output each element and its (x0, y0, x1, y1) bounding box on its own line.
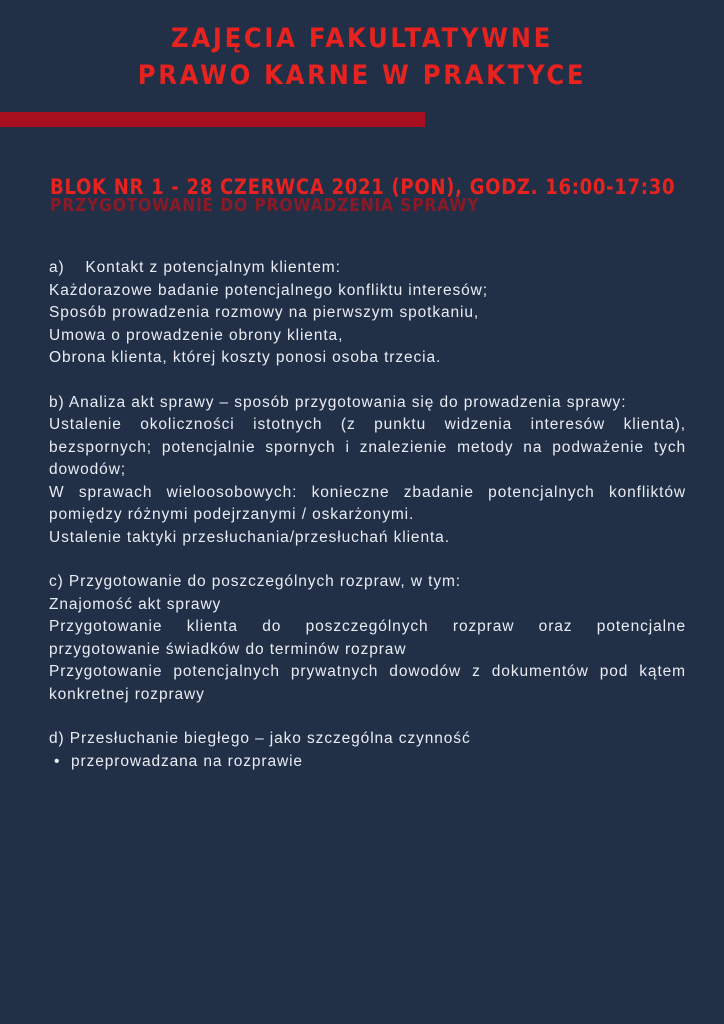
section-c-heading: c) Przygotowanie do poszczególnych rozpraw, w tym: (49, 573, 461, 590)
block-date-line: BLOK NR 1 - 28 CZERWCA 2021 (PON), GODZ. 16:00-17:30 (50, 175, 676, 199)
spacer (49, 706, 686, 728)
section-b-item: Ustalenie taktyki przesłuchania/przesłuchań klienta. (49, 528, 450, 546)
program-content (49, 257, 686, 773)
section-b-heading: b) Analiza akt sprawy – sposób przygotowania się do prowadzenia sprawy: (49, 393, 627, 411)
section-c-item: Przygotowanie potencjalnych prywatnych dowodów z dokumentów pod kątem konkretnej rozprawy (49, 663, 686, 703)
spacer (49, 370, 686, 392)
document-title (36, 20, 688, 94)
section-c (49, 571, 686, 706)
bullet-dot-icon: • (54, 752, 61, 770)
title-line-2: PRAWO KARNE W PRAKTYCE (137, 60, 587, 91)
section-a-heading: a) Kontakt z potencjalnym klientem: (49, 259, 341, 276)
decorative-red-bar (0, 112, 425, 127)
section-d (49, 728, 686, 773)
section-c-item: Znajomość akt sprawy (49, 595, 222, 613)
section-b (49, 392, 686, 550)
section-a-item: Umowa o prowadzenie obrony klienta, (49, 326, 344, 344)
bullet-text: przeprowadzana na rozprawie (71, 752, 303, 770)
title-line-1: ZAJĘCIA FAKULTATYWNE (171, 23, 553, 54)
bullet-item (49, 751, 686, 774)
section-a (49, 257, 686, 370)
block-heading (50, 174, 676, 216)
block-subheading: PRZYGOTOWANIE DO PROWADZENIA SPRAWY (50, 195, 480, 216)
section-a-item: Sposób prowadzenia rozmowy na pierwszym spotkaniu, (49, 304, 480, 321)
section-a-item: Każdorazowe badanie potencjalnego konfliktu interesów; (49, 281, 488, 299)
section-b-item: Ustalenie okoliczności istotnych (z punktu widzenia interesów klienta), bezspornych; potencjalnie spornych i znalezienie metody na podważenie tych dowodów; (49, 416, 686, 478)
spacer (49, 549, 686, 571)
section-c-item: Przygotowanie klienta do poszczególnych rozpraw oraz potencjalne przygotowanie świadków do terminów rozpraw (49, 618, 686, 658)
section-a-item: Obrona klienta, której koszty ponosi osoba trzecia. (49, 349, 442, 366)
section-b-item: W sprawach wieloosobowych: konieczne zbadanie potencjalnych konfliktów pomiędzy różnymi podejrzanymi / oskarżonymi. (49, 483, 686, 523)
section-d-heading: d) Przesłuchanie biegłego – jako szczególna czynność (49, 730, 471, 747)
